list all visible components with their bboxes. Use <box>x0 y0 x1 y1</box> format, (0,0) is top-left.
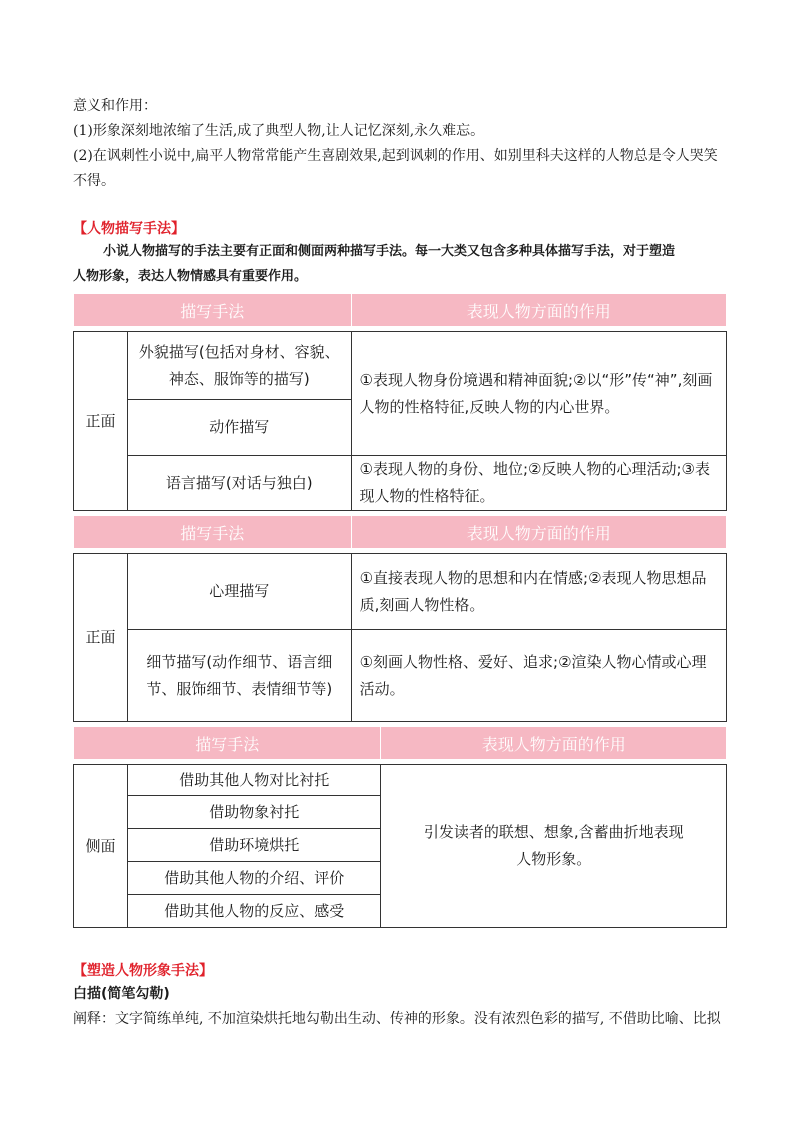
intro-point-1: (1)形象深刻地浓缩了生活,成了典型人物,让人记忆深刻,永久难忘。 <box>73 123 485 139</box>
table-header-method: 描写手法 <box>74 727 381 760</box>
section-desc-line-2: 人物形象，表达人物情感具有重要作用。 <box>73 269 308 284</box>
explanation-text: 阐释：文字简练单纯, 不加渲染烘托地勾勒出生动、传神的形象。没有浓烈色彩的描写, 不借助比喻、比拟 <box>73 1011 721 1027</box>
method-cell: 借助其他人物的反应、感受 <box>127 895 381 928</box>
intro-point-2-line-2: 不得。 <box>73 173 115 189</box>
category-cell: 正面 <box>74 554 128 722</box>
category-cell: 正面 <box>74 332 128 511</box>
method-cell: 心理描写 <box>127 554 351 630</box>
method-cell: 借助其他人物对比衬托 <box>127 765 381 796</box>
intro-point-2-line-1: (2)在讽刺性小说中,扁平人物常常能产生喜剧效果,起到讽刺的作用、如别里科夫这样的人物总是令人哭笑 <box>73 148 718 164</box>
section-title-shaping-character: 【塑造人物形象手法】 <box>73 963 213 979</box>
intro-heading: 意义和作用： <box>73 98 157 114</box>
table-header-effect: 表现人物方面的作用 <box>381 727 727 760</box>
description-table-side <box>73 726 727 928</box>
table-header-method: 描写手法 <box>74 294 352 327</box>
method-cell: 动作描写 <box>127 400 351 456</box>
effect-cell: ①直接表现人物的思想和内在情感;②表现人物思想品质,刻画人物性格。 <box>351 554 726 630</box>
table-header-effect: 表现人物方面的作用 <box>351 294 726 327</box>
method-cell: 借助物象衬托 <box>127 796 381 829</box>
table-header-effect: 表现人物方面的作用 <box>351 516 726 549</box>
category-cell: 侧面 <box>74 765 128 928</box>
description-table-front-2 <box>73 515 727 722</box>
description-table-front-1 <box>73 293 727 511</box>
method-cell: 外貌描写(包括对身材、容貌、神态、服饰等的描写) <box>127 332 351 400</box>
method-cell: 借助其他人物的介绍、评价 <box>127 862 381 895</box>
section-desc-line-1: 小说人物描写的手法主要有正面和侧面两种描写手法。每一大类又包含多种具体描写手法，对于塑造 <box>103 244 676 259</box>
subheading-plain-sketch: 白描(简笔勾勒) <box>73 986 170 1002</box>
table-header-method: 描写手法 <box>74 516 352 549</box>
method-cell: 细节描写(动作细节、语言细节、服饰细节、表情细节等) <box>127 630 351 722</box>
method-cell: 借助环境烘托 <box>127 829 381 862</box>
effect-cell: 引发读者的联想、想象,含蓄曲折地表现人物形象。 <box>381 765 727 928</box>
effect-cell: ①刻画人物性格、爱好、追求;②渲染人物心情或心理活动。 <box>351 630 726 722</box>
method-cell: 语言描写(对话与独白) <box>127 456 351 511</box>
effect-cell: ①表现人物身份境遇和精神面貌;②以“形”传“神”,刻画人物的性格特征,反映人物的内心世界。 <box>351 332 726 456</box>
effect-cell: ①表现人物的身份、地位;②反映人物的心理活动;③表现人物的性格特征。 <box>351 456 726 511</box>
section-title-character-description: 【人物描写手法】 <box>73 221 185 237</box>
